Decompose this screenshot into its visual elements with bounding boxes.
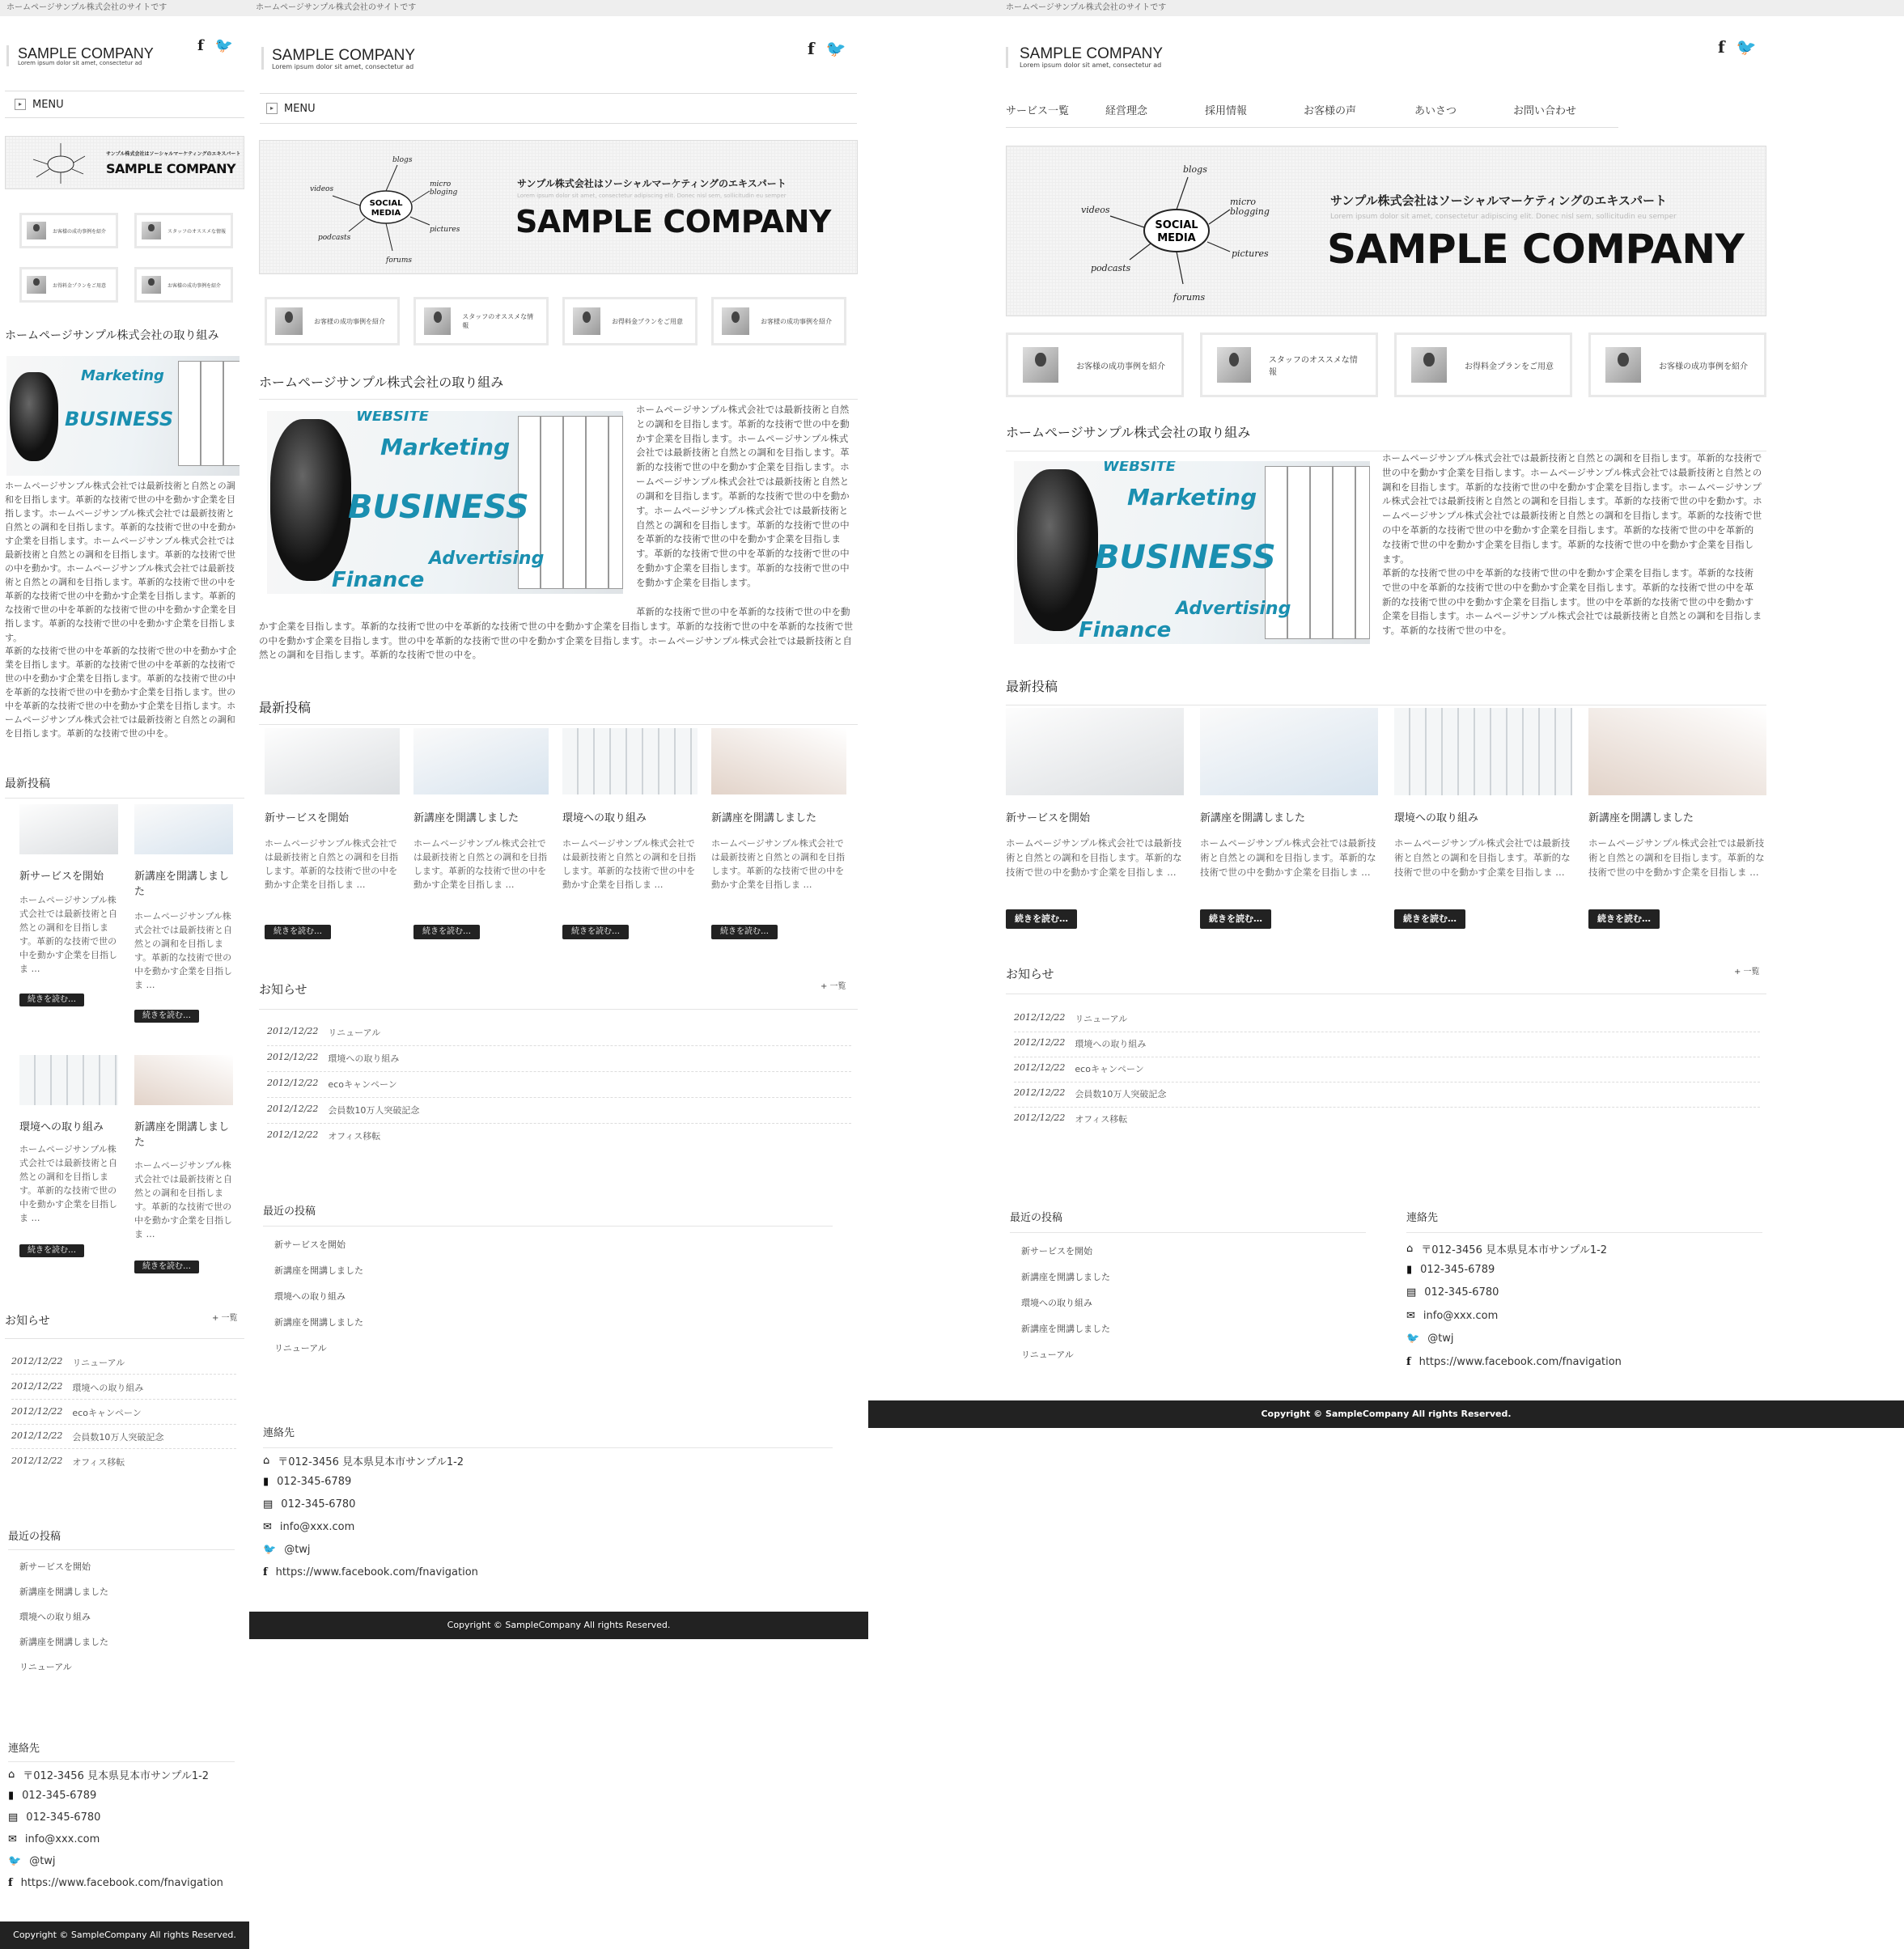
nav-item-recruit[interactable]: 採用情報 [1205,102,1304,128]
read-more-button[interactable]: 続きを読む… [1588,909,1660,929]
post-excerpt: ホームページサンプル株式会社では最新技術と自然との調和を目指します。革新的な技術で世の中を動かす企業を目指しま … [1006,837,1182,878]
card-label: お客様の成功事例を紹介 [1076,362,1165,371]
recent-link[interactable]: 新サービスを開始 [19,1561,91,1572]
about-heading: ホームページサンプル株式会社の取り組み [5,329,219,342]
recent-link[interactable]: 新講座を開講しました [19,1637,108,1647]
mail-icon: ✉ [1406,1310,1415,1322]
twitter-icon[interactable]: 🐦 [214,37,234,54]
nav-item-greeting[interactable]: あいさつ [1414,102,1513,128]
post-image[interactable] [19,1055,118,1105]
social-media-diagram [308,141,486,274]
post-title[interactable]: 新サービスを開始 [265,812,350,824]
read-more-button[interactable]: 続きを読む… [1200,909,1271,929]
hero-title: SAMPLE COMPANY [106,161,236,176]
news-date: 2012/12/22 [11,1381,63,1392]
about-text: ホームページサンプル株式会社では最新技術と自然との調和を目指します。革新的な技術で世の中を動かす企業を目指します。ホームページサンプル株式会社では最新技術と自然との調和を目指します。革新的な技術で世の中を動かす企業を目指します。ホームページサンプル株式会社では最新技術と自然との調和を目指します。革新的な技術で世の中を動かす。ホームページサンプル株式会社では最新技術と自然との調和を目指します。革新的な技術で世の中を革新的な技術で世の中を動かす企業を目指します。革新的な技術で世の中を革新的な技術で世の中を動かす企業を目指します。革新的な技術で世の中を動かす企業を目指します。 [1382,452,1762,565]
card-thumbnail [722,307,749,335]
news-date: 2012/12/22 [267,1052,319,1062]
social-media-diagram [9,137,98,189]
news-heading: お知らせ [5,1312,244,1339]
recent-link[interactable]: 新講座を開講しました [1021,1324,1110,1334]
news-item[interactable] [11,1455,236,1473]
news-title: 環境への取り組み [1075,1039,1147,1049]
about-text-2: 革新的な技術で世の中を革新的な技術で世の中を動かす企業を目指します。革新的な技術で世の中を革新的な技術で世の中を動かす企業を目指します。革新的な技術で世の中を革新的な技術で世の中を動かす企業を目指します。世の中を革新的な技術で世の中を動かす企業を目指します。ホームページサンプル株式会社では最新技術と自然との調和を目指します。革新的な技術で世の中を。 [259,606,854,661]
post-image[interactable] [1394,708,1572,795]
news-date: 2012/12/22 [267,1129,319,1140]
recent-link[interactable]: 新講座を開講しました [274,1317,363,1328]
news-heading: お知らせ [1006,965,1766,994]
image-word: WEBSITE [1103,461,1177,475]
twitter-icon: 🐦 [8,1855,22,1867]
post-excerpt: ホームページサンプル株式会社では最新技術と自然との調和を目指します。革新的な技術で世の中を動かす企業を目指しま … [1394,837,1571,878]
news-title: リニューアル [328,1027,381,1038]
fax-icon: ▤ [8,1811,19,1824]
card-thumbnail [142,276,161,294]
news-item[interactable] [267,1078,851,1098]
topbar: ホームページサンプル株式会社のサイトです [0,0,249,16]
news-all-link[interactable]: + 一覧 [821,982,846,991]
hero-banner [259,140,858,274]
facebook-icon: f [8,1877,13,1889]
post-title[interactable]: 新講座を開講しました [1200,812,1306,824]
business-image [1014,461,1370,644]
read-more-button[interactable]: 続きを読む… [265,925,331,939]
post-excerpt: ホームページサンプル株式会社では最新技術と自然との調和を目指します。革新的な技術で世の中を動かす企業を目指しま … [562,838,696,891]
menu-toggle[interactable] [5,91,244,118]
nav-item-voices[interactable]: お客様の声 [1304,102,1414,128]
post-image[interactable] [413,728,549,794]
site-tagline: Lorem ipsum dolor sit amet, consectetur ad [1020,61,1162,69]
news-date: 2012/12/22 [1014,1112,1066,1123]
business-image [6,356,240,476]
hero-title: SAMPLE COMPANY [515,204,831,239]
copyright: Copyright © SampleCompany All rights Reserved. [249,1612,868,1639]
tablet-view [249,0,868,1949]
image-word: BUSINESS [348,489,529,526]
read-more-button[interactable]: 続きを読む… [413,925,480,939]
hero-banner [1006,146,1766,316]
menu-label: MENU [32,98,64,111]
post-excerpt: ホームページサンプル株式会社では最新技術と自然との調和を目指します。革新的な技術で世の中を動かす企業を目指しま … [1588,837,1765,878]
card-thumbnail [1023,347,1058,383]
recent-link[interactable]: リニューアル [274,1343,327,1354]
hero-tagline: サンプル株式会社はソーシャルマーケティングのエキスパート [1330,193,1667,208]
contact-twitter[interactable]: 🐦 @twj [263,1544,311,1556]
business-image [267,411,623,594]
read-more-button[interactable]: 続きを読む… [134,1010,199,1023]
svg-text:videos: videos [1081,205,1110,215]
card-label: お客様の成功事例を紹介 [314,317,385,325]
post-excerpt: ホームページサンプル株式会社では最新技術と自然との調和を目指します。革新的な技術で世の中を動かす企業を目指しま … [413,838,547,891]
news-all-link[interactable]: + 一覧 [212,1314,238,1323]
news-date: 2012/12/22 [1014,1087,1066,1098]
contact-email[interactable]: ✉ info@xxx.com [263,1521,355,1533]
card-thumbnail [573,307,600,335]
news-date: 2012/12/22 [1014,1062,1066,1073]
feature-card[interactable] [265,297,400,345]
home-icon: ⌂ [263,1455,270,1467]
feature-card[interactable] [1006,333,1184,397]
svg-text:pictures: pictures [1232,248,1269,259]
facebook-icon[interactable]: f [808,39,815,58]
image-word: BUSINESS [1095,539,1276,576]
feature-card[interactable] [134,267,233,303]
post-title[interactable]: 新講座を開講しました [134,871,230,898]
contact-address: ⌂ 〒012-3456 見本県見本市サンプル1-2 [8,1769,210,1782]
news-date: 2012/12/22 [267,1026,319,1036]
phone-icon: ▮ [263,1476,269,1488]
read-more-button[interactable]: 続きを読む… [562,925,629,939]
contact-heading: 連絡先 [1406,1209,1762,1233]
contact-fax: ▤ 012-345-6780 [263,1498,356,1510]
posts-heading: 最新投稿 [259,697,858,725]
svg-text:SOCIAL: SOCIAL [1155,219,1198,231]
svg-text:videos: videos [310,185,334,193]
news-title: オフィス移転 [328,1131,381,1142]
topbar: ホームページサンプル株式会社のサイトです [249,0,868,16]
hero-lorem: Lorem ipsum dolor sit amet, consectetur adipiscing elit. Donec nisl sem, sollicitudin eu semper [517,193,787,199]
card-thumbnail [275,307,303,335]
svg-text:podcasts: podcasts [1091,263,1131,273]
fax-icon: ▤ [263,1498,274,1510]
post-title[interactable]: 新講座を開講しました [1588,812,1694,824]
news-title: 会員数10万人突破記念 [1075,1089,1167,1099]
twitter-icon: 🐦 [1406,1333,1420,1345]
image-word: Marketing [380,434,511,460]
news-date: 2012/12/22 [1014,1037,1066,1048]
post-image[interactable] [562,728,698,794]
about-text: ホームページサンプル株式会社では最新技術と自然との調和を目指します。革新的な技術で世の中を動かす企業を目指します。ホームページサンプル株式会社では最新技術と自然との調和を目指します。革新的な技術で世の中を動かす企業を目指します。ホームページサンプル株式会社では最新技術と自然との調和を目指します。革新的な技術で世の中を動かす。ホームページサンプル株式会社では最新技術と自然との調和を目指します。革新的な技術で世の中を革新的な技術で世の中を動かす企業を目指します。革新的な技術で世の中を革新的な技術で世の中を動かす企業を目指します。革新的な技術で世の中を動かす企業を目指します。 [636,404,850,588]
home-icon: ⌂ [8,1769,15,1781]
mail-icon: ✉ [8,1833,17,1845]
card-thumbnail [424,307,451,335]
contact-fax: ▤ 012-345-6780 [8,1811,101,1824]
recent-heading: 最近の投稿 [1010,1209,1366,1233]
image-word: WEBSITE [356,411,430,425]
svg-text:micro: micro [430,180,452,189]
contact-fax: ▤ 012-345-6780 [1406,1286,1499,1299]
news-item[interactable] [11,1381,236,1400]
post-excerpt: ホームページサンプル株式会社では最新技術と自然との調和を目指します。革新的な技術で世の中を動かす企業を目指しま … [134,1160,232,1240]
twitter-icon[interactable]: 🐦 [1736,37,1757,57]
twitter-icon[interactable]: 🐦 [825,39,846,58]
card-label: お得料金プランをご用意 [612,317,683,325]
mail-icon: ✉ [263,1521,272,1533]
post-title[interactable]: 環境への取り組み [562,812,647,824]
news-date: 2012/12/22 [11,1356,63,1366]
post-image[interactable] [1200,708,1378,795]
news-title: オフィス移転 [72,1457,125,1468]
recent-link[interactable]: 新講座を開講しました [19,1587,108,1597]
contact-address: ⌂ 〒012-3456 見本県見本市サンプル1-2 [263,1455,464,1468]
news-item[interactable] [11,1406,236,1425]
contact-email[interactable]: ✉ info@xxx.com [8,1833,100,1845]
recent-link[interactable]: 環境への取り組み [19,1612,91,1622]
svg-text:pictures: pictures [430,226,460,234]
hero-tagline: サンプル株式会社はソーシャルマーケティングのエキスパート [517,178,787,189]
image-word: Finance [332,568,425,592]
post-image[interactable] [265,728,400,794]
feature-card[interactable] [711,297,846,345]
card-label: スタッフのオススメな情報 [1268,356,1358,377]
post-title[interactable]: 環境への取り組み [1394,812,1479,824]
facebook-icon: f [263,1566,268,1578]
phone-icon: ▮ [8,1790,15,1802]
read-more-button[interactable]: 続きを読む… [1394,909,1465,929]
card-label: お客様の成功事例を紹介 [761,317,832,325]
svg-text:micro: micro [1230,197,1256,207]
news-heading: お知らせ [259,981,858,1010]
facebook-icon[interactable]: f [197,37,204,54]
card-label: お得料金プランをご用意 [53,282,107,289]
fax-icon: ▤ [1406,1286,1417,1299]
news-item[interactable] [267,1129,851,1149]
svg-text:blogging: blogging [1230,206,1270,217]
image-word: Advertising [1176,599,1291,619]
about-heading: ホームページサンプル株式会社の取り組み [1006,422,1766,451]
svg-text:MEDIA: MEDIA [1157,232,1196,244]
card-label: スタッフのオススメな情報 [168,228,226,235]
site-logo[interactable]: SAMPLE COMPANY [272,47,416,64]
news-title: 環境への取り組み [328,1053,400,1064]
svg-text:podcasts: podcasts [318,234,351,242]
recent-link[interactable]: 新サービスを開始 [1021,1246,1092,1256]
news-title: 会員数10万人突破記念 [328,1105,420,1116]
news-title: 環境への取り組み [72,1383,144,1393]
post-excerpt: ホームページサンプル株式会社では最新技術と自然との調和を目指します。革新的な技術で世の中を動かす企業を目指しま … [19,895,117,975]
card-label: スタッフのオススメな情報 [462,313,534,329]
desktop-view [868,0,1904,1949]
image-word: Marketing [81,367,164,384]
feature-card[interactable] [19,213,118,248]
contact-facebook[interactable]: f https://www.facebook.com/fnavigation [1406,1356,1622,1368]
news-title: リニューアル [1075,1014,1128,1024]
card-label: お客様の成功事例を紹介 [53,228,107,235]
posts-heading: 最新投稿 [5,775,244,799]
contact-tel[interactable]: ▮ 012-345-6789 [8,1790,97,1802]
contact-email[interactable]: ✉ info@xxx.com [1406,1310,1499,1322]
news-title: リニューアル [72,1358,125,1368]
image-word: BUSINESS [65,408,174,430]
contact-heading: 連絡先 [263,1424,833,1448]
svg-text:blogs: blogs [392,156,413,164]
read-more-button[interactable]: 続きを読む… [19,994,84,1006]
home-icon: ⌂ [1406,1243,1414,1255]
news-title: ecoキャンペーン [328,1079,397,1090]
post-image[interactable] [134,804,233,854]
news-title: オフィス移転 [1075,1114,1128,1125]
read-more-button[interactable]: 続きを読む… [1006,909,1077,929]
news-date: 2012/12/22 [11,1406,63,1417]
recent-link[interactable]: 環境への取り組み [1021,1298,1092,1308]
news-all-link[interactable]: + 一覧 [1734,968,1760,977]
contact-twitter[interactable]: 🐦 @twj [1406,1333,1454,1345]
svg-text:SOCIAL: SOCIAL [369,199,403,208]
news-date: 2012/12/22 [11,1430,63,1441]
menu-toggle[interactable] [260,93,857,124]
news-item[interactable] [1014,1037,1760,1057]
copyright: Copyright © SampleCompany All rights Reserved. [868,1400,1904,1428]
site-tagline: Lorem ipsum dolor sit amet, consectetur ad [272,63,414,70]
menu-icon: ▸ [15,99,26,110]
read-more-button[interactable]: 続きを読む… [711,925,778,939]
post-title[interactable]: 新講座を開講しました [413,812,519,824]
site-logo[interactable]: SAMPLE COMPANY [18,45,154,61]
read-more-button[interactable]: 続きを読む… [19,1244,84,1257]
recent-link[interactable]: リニューアル [19,1662,72,1672]
recent-link[interactable]: 環境への取り組み [274,1291,346,1302]
main-nav [1006,102,1618,128]
news-title: 会員数10万人突破記念 [72,1432,164,1443]
news-item[interactable] [11,1430,236,1449]
post-excerpt: ホームページサンプル株式会社では最新技術と自然との調和を目指します。革新的な技術で世の中を動かす企業を目指しま … [19,1144,117,1224]
recent-link[interactable]: 新講座を開講しました [274,1265,363,1276]
recent-heading: 最近の投稿 [8,1527,235,1550]
phone-icon: ▮ [1406,1264,1413,1276]
recent-heading: 最近の投稿 [263,1202,833,1227]
feature-card[interactable] [562,297,698,345]
card-thumbnail [1411,347,1447,383]
mobile-view [0,0,249,1949]
nav-item-contact[interactable]: お問い合わせ [1513,102,1618,128]
post-title[interactable]: 新サービスを開始 [1006,812,1091,824]
contact-address: ⌂ 〒012-3456 見本県見本市サンプル1-2 [1406,1243,1608,1256]
news-date: 2012/12/22 [11,1455,63,1466]
read-more-button[interactable]: 続きを読む… [134,1260,199,1273]
site-logo[interactable]: SAMPLE COMPANY [1020,45,1164,62]
news-title: ecoキャンペーン [72,1408,142,1418]
news-item[interactable] [267,1052,851,1072]
post-excerpt: ホームページサンプル株式会社では最新技術と自然との調和を目指します。革新的な技術で世の中を動かす企業を目指しま … [265,838,398,891]
card-thumbnail [27,276,46,294]
post-image[interactable] [134,1055,233,1105]
card-label: お客様の成功事例を紹介 [1659,362,1748,371]
post-title[interactable]: 環境への取り組み [19,1121,104,1133]
about-text-2: 革新的な技術で世の中を革新的な技術で世の中を動かす企業を目指します。革新的な技術で世の中を革新的な技術で世の中を動かす企業を目指します。革新的な技術で世の中を革新的な技術で世の中を動かす企業を目指します。世の中を革新的な技術で世の中を動かす企業を目指します。ホームページサンプル株式会社では最新技術と自然との調和を目指します。革新的な技術で世の中を。 [1382,567,1762,637]
news-title: ecoキャンペーン [1075,1064,1144,1074]
news-date: 2012/12/22 [267,1078,319,1088]
news-item[interactable] [1014,1087,1760,1108]
nav-item-philosophy[interactable]: 経営理念 [1105,102,1205,128]
card-thumbnail [1605,347,1641,383]
feature-card[interactable] [1200,333,1378,397]
contact-facebook[interactable]: f https://www.facebook.com/fnavigation [8,1877,223,1889]
post-excerpt: ホームページサンプル株式会社では最新技術と自然との調和を目指します。革新的な技術で世の中を動かす企業を目指しま … [711,838,845,891]
news-item[interactable] [1014,1112,1760,1132]
hero-tagline: サンプル株式会社はソーシャルマーケティングのエキスパート [106,151,241,157]
twitter-icon: 🐦 [263,1544,277,1556]
post-title[interactable]: 新サービスを開始 [19,871,104,883]
post-image[interactable] [1006,708,1184,795]
post-image[interactable] [711,728,846,794]
about-text: ホームページサンプル株式会社では最新技術と自然との調和を目指します。革新的な技術で世の中を動かす企業を目指します。ホームページサンプル株式会社では最新技術と自然との調和を目指します。革新的な技術で世の中を動かす企業を目指します。ホームページサンプル株式会社では最新技術と自然との調和を目指します。革新的な技術で世の中を動かす。ホームページサンプル株式会社では最新技術と自然との調和を目指します。革新的な技術で世の中を革新的な技術で世の中を動かす企業を目指します。革新的な技術で世の中を革新的な技術で世の中を動かす企業を目指します。革新的な技術で世の中を動かす企業を目指します。 [5,481,236,643]
contact-twitter[interactable]: 🐦 @twj [8,1855,56,1867]
feature-card[interactable] [413,297,549,345]
svg-text:forums: forums [1173,292,1206,303]
copyright: Copyright © SampleCompany All rights Reserved. [0,1921,249,1949]
svg-text:bloging: bloging [430,189,458,197]
post-excerpt: ホームページサンプル株式会社では最新技術と自然との調和を目指します。革新的な技術で世の中を動かす企業を目指しま … [1200,837,1376,878]
posts-heading: 最新投稿 [1006,676,1766,705]
site-tagline: Lorem ipsum dolor sit amet, consectetur ad [18,60,142,66]
facebook-icon[interactable]: f [1718,37,1725,57]
post-image[interactable] [1588,708,1766,795]
contact-tel[interactable]: ▮ 012-345-6789 [1406,1264,1495,1276]
post-title[interactable]: 新講座を開講しました [711,812,817,824]
feature-card[interactable] [19,267,118,303]
nav-item-services[interactable]: サービス一覧 [1006,102,1105,128]
image-word: Marketing [1127,484,1257,511]
card-label: お得料金プランをご用意 [1465,362,1554,371]
card-label: お客様の成功事例を紹介 [168,282,222,289]
hero-banner [5,136,244,189]
news-date: 2012/12/22 [1014,1012,1066,1023]
news-item[interactable] [11,1356,236,1375]
svg-text:blogs: blogs [1183,164,1207,175]
facebook-icon: f [1406,1356,1411,1368]
recent-link[interactable]: 新サービスを開始 [274,1239,346,1250]
contact-facebook[interactable]: f https://www.facebook.com/fnavigation [263,1566,478,1578]
news-item[interactable] [267,1104,851,1124]
card-thumbnail [27,222,46,239]
contact-tel[interactable]: ▮ 012-345-6789 [263,1476,352,1488]
news-item[interactable] [1014,1062,1760,1083]
hero-title: SAMPLE COMPANY [1327,226,1745,273]
menu-icon: ▸ [266,103,278,114]
recent-link[interactable]: 新講座を開講しました [1021,1272,1110,1282]
card-thumbnail [1217,347,1251,383]
hero-lorem: Lorem ipsum dolor sit amet, consectetur adipiscing elit. Donec nisl sem, sollicitudin eu semper [1330,213,1677,221]
topbar: ホームページサンプル株式会社のサイトです [868,0,1904,16]
menu-label: MENU [284,102,316,115]
image-word: Advertising [429,549,545,569]
about-heading: ホームページサンプル株式会社の取り組み [259,372,858,400]
about-text-2: 革新的な技術で世の中を革新的な技術で世の中を動かす企業を目指します。革新的な技術で世の中を革新的な技術で世の中を動かす企業を目指します。革新的な技術で世の中を革新的な技術で世の中を動かす企業を目指します。世の中を革新的な技術で世の中を動かす企業を目指します。ホームページサンプル株式会社では最新技術と自然との調和を目指します。革新的な技術で世の中を。 [5,646,236,739]
news-date: 2012/12/22 [267,1104,319,1114]
post-excerpt: ホームページサンプル株式会社では最新技術と自然との調和を目指します。革新的な技術で世の中を動かす企業を目指しま … [134,911,232,991]
image-word: Finance [1079,618,1172,642]
svg-text:MEDIA: MEDIA [371,209,401,218]
news-item[interactable] [267,1026,851,1046]
card-thumbnail [142,222,161,239]
contact-heading: 連絡先 [8,1739,235,1762]
news-item[interactable] [1014,1012,1760,1032]
post-image[interactable] [19,804,118,854]
svg-text:forums: forums [386,256,413,265]
post-title[interactable]: 新講座を開講しました [134,1121,230,1149]
social-media-diagram [1079,146,1290,316]
feature-card[interactable] [1588,333,1766,397]
feature-card[interactable] [134,213,233,248]
recent-link[interactable]: リニューアル [1021,1349,1074,1360]
feature-card[interactable] [1394,333,1572,397]
